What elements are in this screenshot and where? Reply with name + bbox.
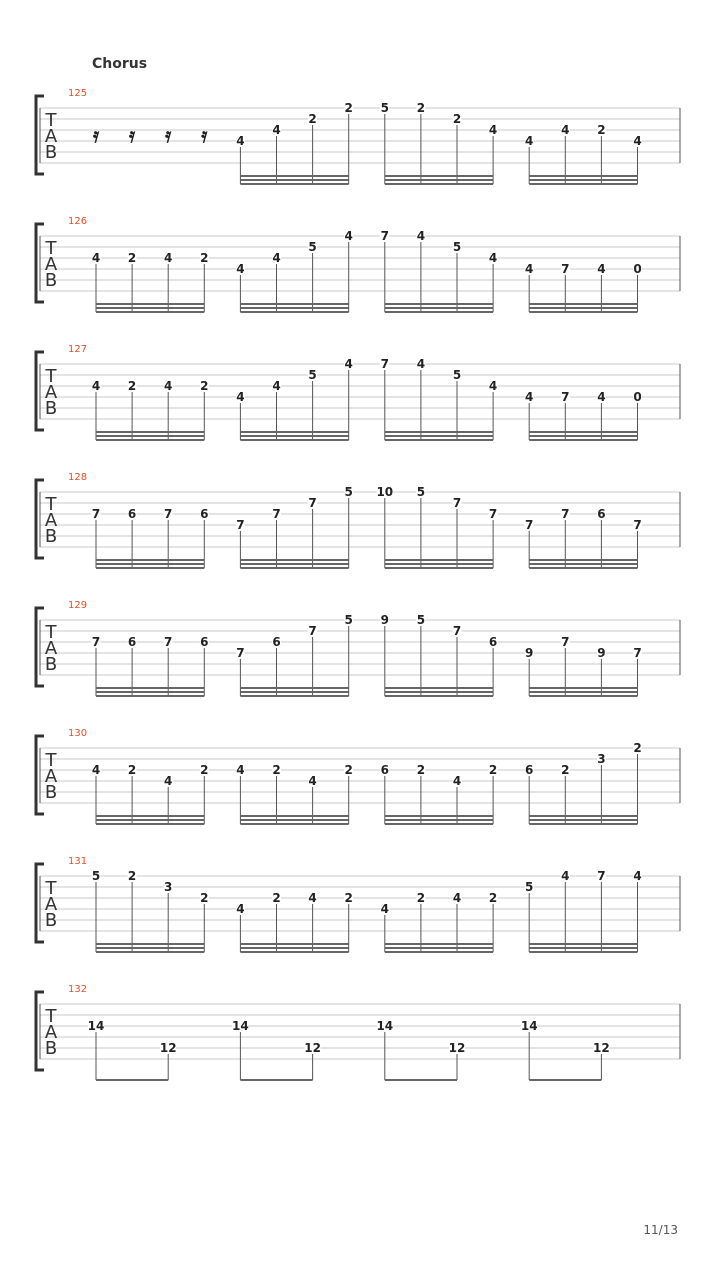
fret-number: 7 bbox=[452, 624, 462, 638]
tab-system bbox=[36, 88, 680, 184]
fret-number: 6 bbox=[200, 635, 209, 649]
fret-number: 14 bbox=[520, 1019, 538, 1033]
fret-number: 5 bbox=[380, 101, 389, 115]
fret-number: 7 bbox=[380, 229, 389, 243]
fret-number: 7 bbox=[452, 496, 462, 510]
measure-number: 127 bbox=[68, 344, 88, 355]
tab-system bbox=[36, 984, 680, 1080]
fret-number: 2 bbox=[308, 112, 317, 126]
fret-number: 2 bbox=[127, 869, 137, 883]
fret-number: 4 bbox=[633, 869, 642, 883]
fret-number: 14 bbox=[232, 1019, 249, 1033]
fret-number: 6 bbox=[380, 763, 389, 777]
tab-system bbox=[36, 600, 680, 696]
fret-number: 4 bbox=[525, 262, 534, 276]
fret-number: 7 bbox=[236, 518, 245, 532]
tab-clef-letter: B bbox=[44, 142, 58, 163]
fret-number: 9 bbox=[525, 646, 534, 660]
tab-system bbox=[36, 472, 680, 568]
tab-clef-letter: B bbox=[44, 910, 58, 931]
fret-number: 12 bbox=[159, 1041, 177, 1055]
fret-number: 6 bbox=[488, 635, 498, 649]
fret-number: 3 bbox=[164, 880, 173, 894]
fret-number: 4 bbox=[416, 229, 426, 243]
fret-number: 12 bbox=[593, 1041, 610, 1055]
fret-number: 4 bbox=[236, 902, 245, 916]
fret-number: 4 bbox=[452, 891, 462, 905]
sixteenth-rest: 𝄿 bbox=[129, 123, 136, 147]
fret-number: 9 bbox=[380, 613, 389, 627]
fret-number: 0 bbox=[633, 262, 642, 276]
fret-number: 4 bbox=[416, 357, 426, 371]
fret-number: 4 bbox=[272, 251, 281, 265]
measure-number: 125 bbox=[68, 88, 88, 99]
fret-number: 4 bbox=[91, 763, 101, 777]
fret-number: 4 bbox=[91, 379, 101, 393]
fret-number: 4 bbox=[488, 379, 498, 393]
fret-number: 7 bbox=[308, 496, 317, 510]
fret-number: 6 bbox=[272, 635, 281, 649]
tab-clef-letter: A bbox=[44, 382, 58, 403]
fret-number: 2 bbox=[127, 251, 137, 265]
fret-number: 7 bbox=[633, 646, 642, 660]
sixteenth-rest: 𝄿 bbox=[201, 123, 208, 147]
tab-system bbox=[36, 856, 680, 952]
tab-clef-letter: A bbox=[44, 894, 58, 915]
fret-number: 7 bbox=[164, 635, 173, 649]
fret-number: 2 bbox=[344, 763, 353, 777]
fret-number: 4 bbox=[308, 891, 317, 905]
fret-number: 4 bbox=[344, 357, 353, 371]
fret-number: 2 bbox=[416, 101, 426, 115]
measure-number: 132 bbox=[68, 984, 88, 995]
tab-clef-letter: A bbox=[44, 510, 58, 531]
fret-number: 7 bbox=[561, 507, 570, 521]
fret-number: 2 bbox=[200, 251, 209, 265]
fret-number: 4 bbox=[164, 251, 173, 265]
fret-number: 7 bbox=[236, 646, 245, 660]
fret-number: 12 bbox=[448, 1041, 466, 1055]
tab-clef-letter: T bbox=[45, 494, 57, 515]
fret-number: 6 bbox=[525, 763, 534, 777]
fret-number: 4 bbox=[164, 774, 173, 788]
fret-number: 4 bbox=[272, 379, 281, 393]
fret-number: 6 bbox=[127, 635, 137, 649]
tab-clef-letter: T bbox=[45, 366, 57, 387]
tab-clef-letter: B bbox=[44, 398, 58, 419]
fret-number: 2 bbox=[452, 112, 462, 126]
fret-number: 5 bbox=[308, 368, 317, 382]
fret-number: 4 bbox=[597, 262, 606, 276]
fret-number: 2 bbox=[416, 891, 426, 905]
tab-clef-letter: A bbox=[44, 638, 58, 659]
fret-number: 6 bbox=[200, 507, 209, 521]
fret-number: 4 bbox=[561, 123, 570, 137]
fret-number: 7 bbox=[308, 624, 317, 638]
tab-clef-letter: B bbox=[44, 782, 58, 803]
fret-number: 2 bbox=[200, 891, 209, 905]
fret-number: 4 bbox=[452, 774, 462, 788]
fret-number: 7 bbox=[272, 507, 281, 521]
fret-number: 6 bbox=[127, 507, 137, 521]
fret-number: 2 bbox=[344, 101, 353, 115]
tab-clef-letter: T bbox=[45, 238, 57, 259]
fret-number: 2 bbox=[344, 891, 353, 905]
fret-number: 4 bbox=[164, 379, 173, 393]
fret-number: 4 bbox=[308, 774, 317, 788]
fret-number: 5 bbox=[344, 613, 353, 627]
fret-number: 7 bbox=[91, 507, 101, 521]
fret-number: 0 bbox=[633, 390, 642, 404]
fret-number: 4 bbox=[488, 123, 498, 137]
fret-number: 6 bbox=[597, 507, 606, 521]
fret-number: 7 bbox=[561, 635, 570, 649]
section-title: Chorus bbox=[92, 56, 148, 72]
fret-number: 7 bbox=[380, 357, 389, 371]
fret-number: 4 bbox=[597, 390, 606, 404]
fret-number: 4 bbox=[236, 134, 245, 148]
tab-clef-letter: T bbox=[45, 878, 57, 899]
tab-clef-letter: B bbox=[44, 654, 58, 675]
fret-number: 2 bbox=[561, 763, 570, 777]
fret-number: 10 bbox=[376, 485, 394, 499]
fret-number: 2 bbox=[488, 891, 498, 905]
fret-number: 7 bbox=[525, 518, 534, 532]
fret-number: 7 bbox=[561, 390, 570, 404]
fret-number: 4 bbox=[344, 229, 353, 243]
measure-number: 126 bbox=[68, 216, 88, 227]
fret-number: 7 bbox=[597, 869, 606, 883]
tab-system bbox=[36, 344, 680, 440]
measure-number: 131 bbox=[68, 856, 88, 867]
tab-clef-letter: A bbox=[44, 126, 58, 147]
fret-number: 2 bbox=[127, 763, 137, 777]
sixteenth-rest: 𝄿 bbox=[92, 123, 100, 147]
tab-clef-letter: T bbox=[45, 750, 57, 771]
tab-clef-letter: A bbox=[44, 1022, 58, 1043]
tab-clef-letter: B bbox=[44, 526, 58, 547]
fret-number: 2 bbox=[488, 763, 498, 777]
page-number: 11/13 bbox=[643, 1223, 678, 1237]
fret-number: 4 bbox=[380, 902, 389, 916]
fret-number: 4 bbox=[91, 251, 101, 265]
fret-number: 9 bbox=[597, 646, 606, 660]
fret-number: 5 bbox=[308, 240, 317, 254]
tab-systems bbox=[36, 88, 680, 1080]
fret-number: 4 bbox=[525, 134, 534, 148]
fret-number: 5 bbox=[344, 485, 353, 499]
fret-number: 4 bbox=[488, 251, 498, 265]
fret-number: 7 bbox=[488, 507, 498, 521]
fret-number: 4 bbox=[561, 869, 570, 883]
fret-number: 4 bbox=[525, 390, 534, 404]
tab-system bbox=[36, 216, 680, 312]
fret-number: 4 bbox=[633, 134, 642, 148]
fret-number: 5 bbox=[525, 880, 534, 894]
fret-number: 5 bbox=[452, 368, 462, 382]
tab-clef-letter: A bbox=[44, 766, 58, 787]
fret-number: 4 bbox=[272, 123, 281, 137]
fret-number: 2 bbox=[272, 891, 281, 905]
tab-clef-letter: B bbox=[44, 1038, 58, 1059]
tab-clef-letter: B bbox=[44, 270, 58, 291]
fret-number: 2 bbox=[272, 763, 281, 777]
fret-number: 4 bbox=[236, 262, 245, 276]
fret-number: 4 bbox=[236, 763, 245, 777]
fret-number: 2 bbox=[200, 379, 209, 393]
fret-number: 14 bbox=[87, 1019, 105, 1033]
fret-number: 5 bbox=[416, 485, 426, 499]
fret-number: 3 bbox=[597, 752, 606, 766]
measure-number: 130 bbox=[68, 728, 88, 739]
fret-number: 7 bbox=[91, 635, 101, 649]
tab-clef-letter: T bbox=[45, 1006, 57, 1027]
fret-number: 12 bbox=[304, 1041, 321, 1055]
tab-system bbox=[36, 728, 680, 824]
fret-number: 5 bbox=[416, 613, 426, 627]
measure-number: 128 bbox=[68, 472, 88, 483]
fret-number: 4 bbox=[236, 390, 245, 404]
fret-number: 7 bbox=[164, 507, 173, 521]
tab-clef-letter: T bbox=[45, 622, 57, 643]
fret-number: 2 bbox=[633, 741, 642, 755]
fret-number: 7 bbox=[633, 518, 642, 532]
fret-number: 5 bbox=[452, 240, 462, 254]
fret-number: 2 bbox=[200, 763, 209, 777]
fret-number: 7 bbox=[561, 262, 570, 276]
fret-number: 2 bbox=[416, 763, 426, 777]
sixteenth-rest: 𝄿 bbox=[165, 123, 172, 147]
fret-number: 14 bbox=[376, 1019, 394, 1033]
fret-number: 2 bbox=[127, 379, 137, 393]
tab-clef-letter: A bbox=[44, 254, 58, 275]
fret-number: 5 bbox=[91, 869, 101, 883]
fret-number: 2 bbox=[597, 123, 606, 137]
measure-number: 129 bbox=[68, 600, 88, 611]
tab-clef-letter: T bbox=[45, 110, 57, 131]
